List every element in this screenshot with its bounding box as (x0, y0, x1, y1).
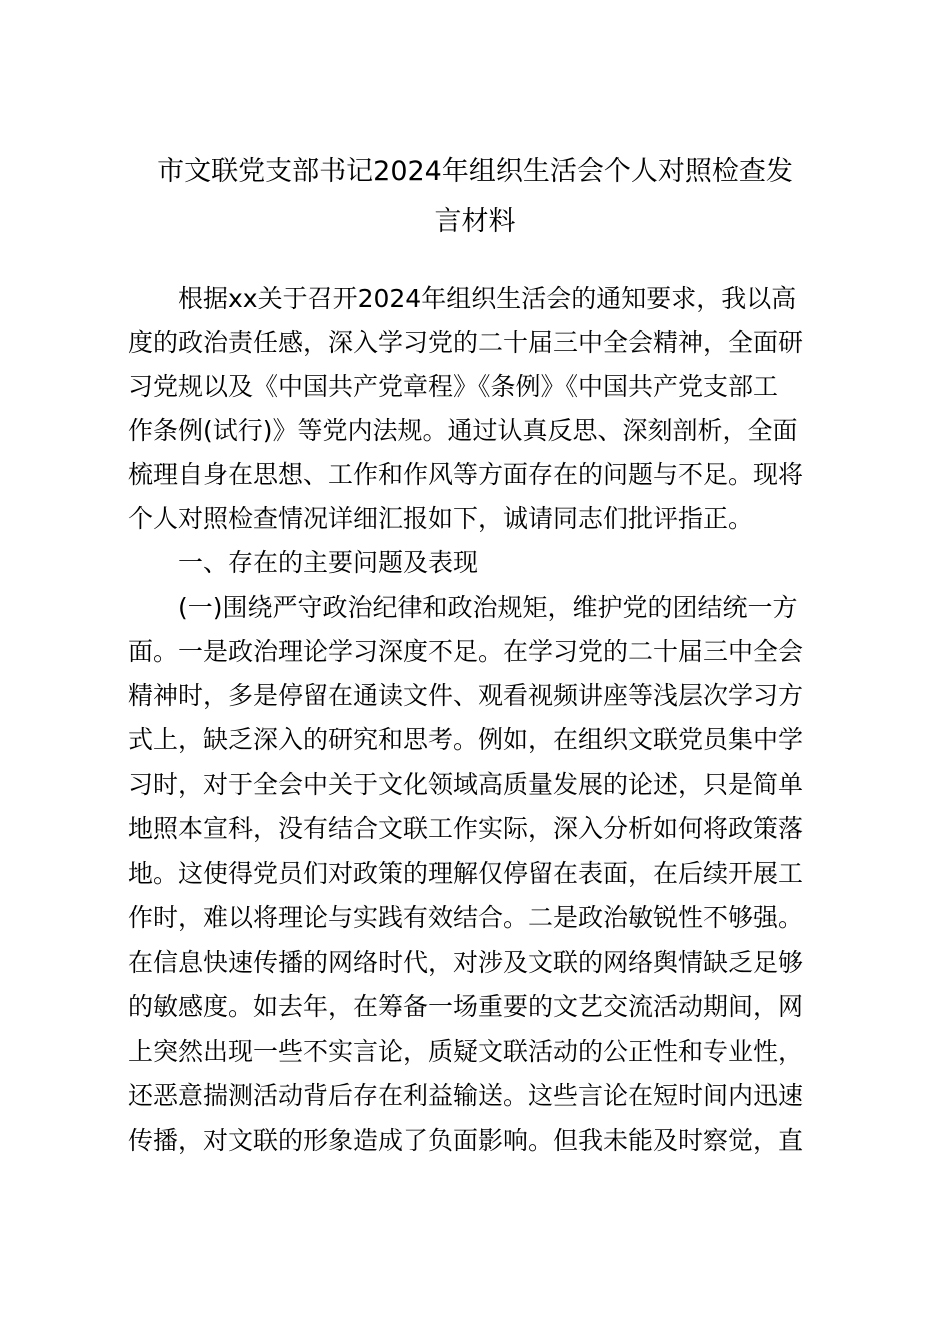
paragraph-line: 式上，缺乏深入的研究和思考。例如，在组织文联党员集中学 (128, 725, 804, 754)
paragraph-line: 根据xx关于召开2024年组织生活会的通知要求，我以高 (178, 284, 797, 313)
document-title-line-1: 市文联党支部书记2024年组织生活会个人对照检查发 (157, 156, 793, 187)
paragraph-line: 面。一是政治理论学习深度不足。在学习党的二十届三中全会 (128, 637, 804, 666)
paragraph-line: 度的政治责任感，深入学习党的二十届三中全会精神，全面研 (128, 328, 804, 357)
paragraph-line: (一)围绕严守政治纪律和政治规矩，维护党的团结统一方 (178, 593, 798, 622)
paragraph-line: 习时，对于全会中关于文化领域高质量发展的论述，只是简单 (128, 770, 804, 799)
paragraph-line: 梳理自身在思想、工作和作风等方面存在的问题与不足。现将 (128, 460, 804, 489)
paragraph-line: 的敏感度。如去年，在筹备一场重要的文艺交流活动期间，网 (128, 992, 804, 1021)
paragraph-line: 精神时，多是停留在通读文件、观看视频讲座等浅层次学习方 (128, 681, 804, 710)
paragraph-line: 在信息快速传播的网络时代，对涉及文联的网络舆情缺乏足够 (128, 948, 804, 977)
paragraph-line: 上突然出现一些不实言论，质疑文联活动的公正性和专业性， (128, 1037, 804, 1066)
paragraph-line: 地照本宣科，没有结合文联工作实际，深入分析如何将政策落 (128, 814, 804, 843)
paragraph-line: 个人对照检查情况详细汇报如下，诚请同志们批评指正。 (128, 504, 754, 533)
paragraph-line: 作时，难以将理论与实践有效结合。二是政治敏锐性不够强。 (128, 903, 804, 932)
paragraph-line: 作条例(试行)》等党内法规。通过认真反思、深刻剖析，全面 (128, 416, 798, 445)
paragraph-line: 传播，对文联的形象造成了负面影响。但我未能及时察觉，直 (128, 1126, 804, 1155)
document-title-line-2: 言材料 (434, 206, 516, 237)
paragraph-line: 还恶意揣测活动背后存在利益输送。这些言论在短时间内迅速 (128, 1081, 804, 1110)
section-heading: 一、存在的主要问题及表现 (178, 548, 479, 577)
paragraph-line: 地。这使得党员们对政策的理解仅停留在表面，在后续开展工 (128, 859, 804, 888)
paragraph-line: 习党规以及《中国共产党章程》《条例》《中国共产党支部工 (128, 372, 779, 401)
